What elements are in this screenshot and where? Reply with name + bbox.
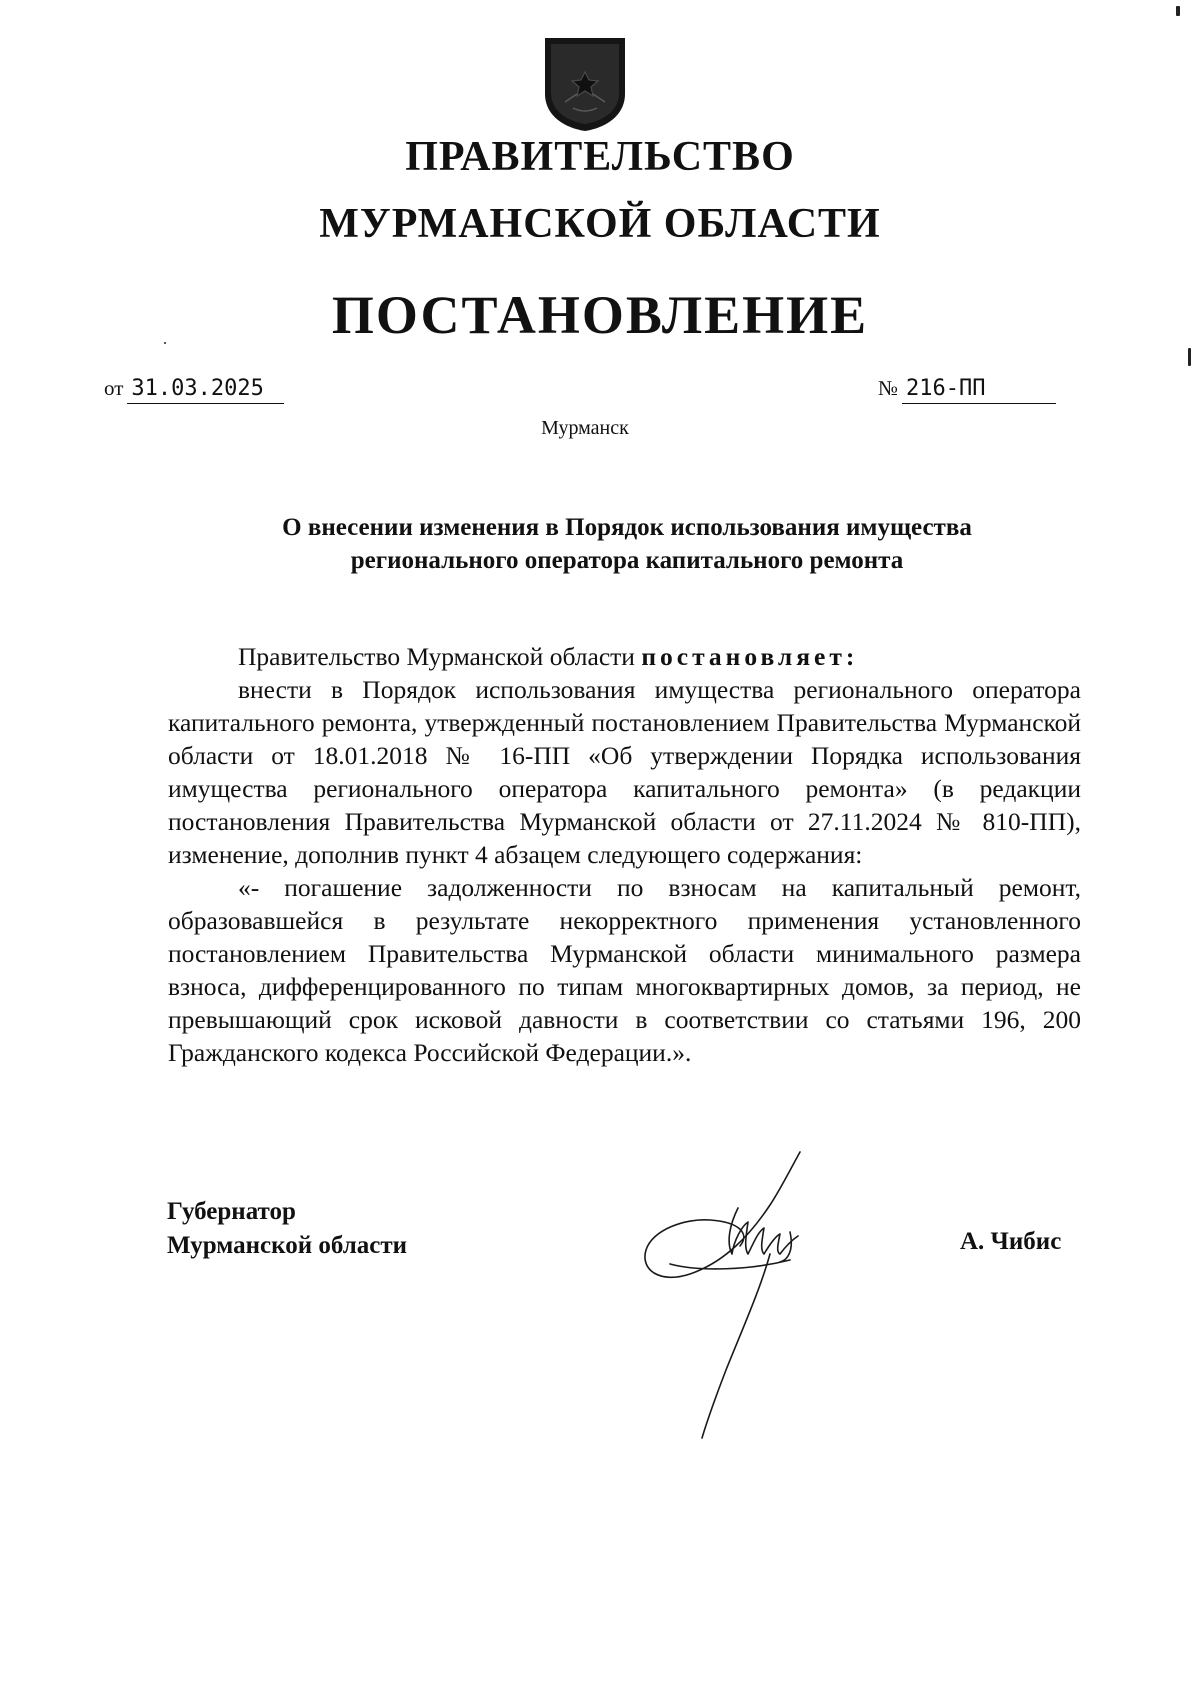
scan-speck (1176, 6, 1180, 16)
subject-line-1: О внесении изменения в Порядок использования имущества (282, 514, 972, 541)
subject-line-2: регионального оператора капитального ремонта (350, 547, 904, 574)
intro-paragraph (168, 640, 1081, 673)
body-paragraph-1: внести в Порядок использования имущества регионального оператора капитального ремонта, утвержденный постановлением Правительства Мурманской области от 18.01.2018 № 16-ПП «Об утверждении Порядка использования имущества регионального оператора капитального ремонта» (в редакции постановления Правительства Мурманской области от 27.11.2024 № 810-ПП), изменение, дополнив пункт 4 абзацем следующего содержания: (168, 675, 1081, 869)
intro-verb: постановляет: (641, 642, 859, 671)
document-number (878, 378, 1056, 404)
coat-of-arms-icon (543, 36, 627, 132)
intro-text: Правительство Мурманской области (238, 642, 642, 671)
handwritten-signature-icon (630, 1150, 850, 1440)
city-name: Мурманск (541, 417, 629, 439)
signer-title (167, 1195, 407, 1263)
body-paragraph-2: «- погашение задолженности по взносам на капитальный ремонт, образовавшейся в результате некорректного применения установленного постановлением Правительства Мурманской области минимального размера взноса, дифференцированного по типам многоквартирных домов, за период, не превышающий срок исковой давности в соответствии со статьями 196, 200 Гражданского кодекса Российской Федерации.». (168, 873, 1081, 1067)
signer-title-line-2: Мурманской области (167, 1232, 408, 1259)
scan-speck (164, 342, 166, 344)
signer-name: А. Чибис (960, 1228, 1062, 1255)
document-type-title: ПОСТАНОВЛЕНИЕ (331, 285, 869, 345)
number-value: 216-ПП (902, 378, 1055, 404)
document-body (168, 640, 1081, 1069)
date-value: 31.03.2025 (127, 378, 283, 404)
document-date (104, 378, 284, 404)
org-title-line-2: МУРМАНСКОЙ ОБЛАСТИ (319, 201, 881, 247)
date-prefix: от (104, 376, 124, 400)
number-prefix: № (878, 376, 899, 400)
signer-title-line-1: Губернатор (167, 1198, 296, 1225)
scan-speck (1188, 348, 1191, 366)
org-title-line-1: ПРАВИТЕЛЬСТВО (405, 134, 795, 180)
